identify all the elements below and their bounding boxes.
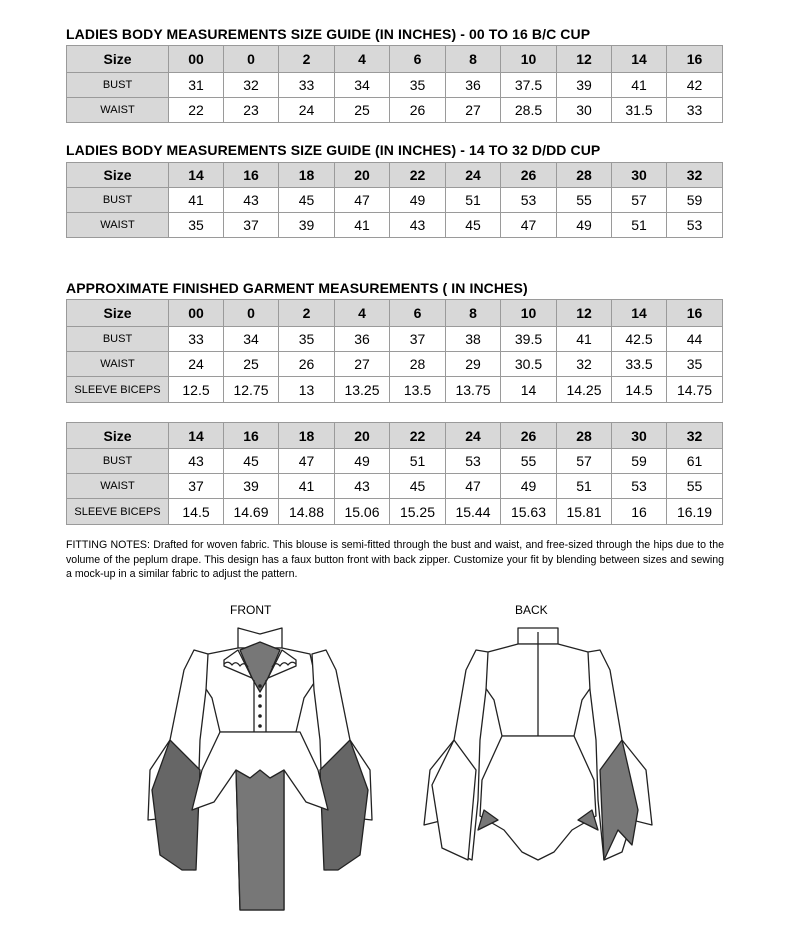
table-header-row <box>67 423 723 449</box>
table-cell: 49 <box>557 213 612 238</box>
header-cell: 12 <box>557 46 612 73</box>
table-cell: 61 <box>667 449 723 474</box>
header-cell: 30 <box>612 163 667 188</box>
table-cell: 43 <box>335 474 390 499</box>
table-cell: 41 <box>335 213 390 238</box>
table-cell: 45 <box>224 449 279 474</box>
table-cell: 53 <box>612 474 667 499</box>
header-cell: 4 <box>335 46 390 73</box>
row-label-cell: WAIST <box>67 213 169 238</box>
table-cell: 26 <box>390 98 446 123</box>
table-cell: 24 <box>169 352 224 377</box>
row-label-cell: SLEEVE BICEPS <box>67 499 169 525</box>
header-cell: 30 <box>612 423 667 449</box>
table-cell: 25 <box>335 98 390 123</box>
table-cell: 15.81 <box>557 499 612 525</box>
back-label: BACK <box>515 603 548 617</box>
table-cell: 39 <box>557 73 612 98</box>
header-cell: Size <box>67 300 169 327</box>
table-cell: 33 <box>667 98 723 123</box>
table-cell: 59 <box>612 449 667 474</box>
size-table <box>66 299 723 403</box>
table-cell: 53 <box>501 188 557 213</box>
header-cell: 16 <box>667 300 723 327</box>
table-cell: 33 <box>279 73 335 98</box>
table-cell: 41 <box>169 188 224 213</box>
row-label-cell: BUST <box>67 73 169 98</box>
table-cell: 36 <box>446 73 501 98</box>
front-sketch <box>140 620 380 920</box>
table-cell: 49 <box>390 188 446 213</box>
header-cell: 14 <box>612 46 667 73</box>
row-label-cell: WAIST <box>67 352 169 377</box>
table-cell: 27 <box>446 98 501 123</box>
table-cell: 37 <box>224 213 279 238</box>
table-cell: 14.5 <box>612 377 667 403</box>
table-cell: 14.25 <box>557 377 612 403</box>
table-row <box>67 474 723 499</box>
header-cell: 10 <box>501 46 557 73</box>
table-cell: 45 <box>446 213 501 238</box>
table-cell: 51 <box>612 213 667 238</box>
table-cell: 35 <box>390 73 446 98</box>
header-cell: 6 <box>390 300 446 327</box>
table-row <box>67 98 723 123</box>
table-cell: 15.25 <box>390 499 446 525</box>
header-cell: 2 <box>279 300 335 327</box>
table-cell: 41 <box>279 474 335 499</box>
table-cell: 13.5 <box>390 377 446 403</box>
header-cell: 32 <box>667 423 723 449</box>
header-cell: 00 <box>169 46 224 73</box>
header-cell: 0 <box>224 46 279 73</box>
table-cell: 59 <box>667 188 723 213</box>
header-cell: 2 <box>279 46 335 73</box>
header-cell: Size <box>67 423 169 449</box>
header-cell: 16 <box>667 46 723 73</box>
header-cell: 8 <box>446 46 501 73</box>
back-sketch <box>418 620 658 920</box>
table-row <box>67 73 723 98</box>
table-cell: 51 <box>390 449 446 474</box>
header-cell: 16 <box>224 423 279 449</box>
table-cell: 47 <box>335 188 390 213</box>
section-title-body-ddd: LADIES BODY MEASUREMENTS SIZE GUIDE (IN INCHES) - 14 TO 32 D/DD CUP <box>66 142 601 158</box>
table-cell: 35 <box>667 352 723 377</box>
header-cell: 00 <box>169 300 224 327</box>
table-cell: 22 <box>169 98 224 123</box>
table-row <box>67 377 723 403</box>
table-cell: 25 <box>224 352 279 377</box>
table-cell: 26 <box>279 352 335 377</box>
header-cell: 28 <box>557 163 612 188</box>
table-cell: 30.5 <box>501 352 557 377</box>
table-cell: 30 <box>557 98 612 123</box>
header-cell: 18 <box>279 423 335 449</box>
header-cell: Size <box>67 163 169 188</box>
table-cell: 28.5 <box>501 98 557 123</box>
table-row <box>67 352 723 377</box>
header-cell: 8 <box>446 300 501 327</box>
table-cell: 32 <box>224 73 279 98</box>
header-cell: 14 <box>169 423 224 449</box>
table-cell: 31.5 <box>612 98 667 123</box>
table-cell: 53 <box>446 449 501 474</box>
table-cell: 39.5 <box>501 327 557 352</box>
header-cell: 32 <box>667 163 723 188</box>
table-cell: 47 <box>501 213 557 238</box>
table-cell: 42 <box>667 73 723 98</box>
table-cell: 47 <box>279 449 335 474</box>
table-cell: 38 <box>446 327 501 352</box>
table-row <box>67 213 723 238</box>
table-cell: 13.75 <box>446 377 501 403</box>
table-cell: 29 <box>446 352 501 377</box>
row-label-cell: BUST <box>67 327 169 352</box>
table-cell: 34 <box>224 327 279 352</box>
table-cell: 27 <box>335 352 390 377</box>
table-row <box>67 188 723 213</box>
table-cell: 55 <box>557 188 612 213</box>
header-cell: 28 <box>557 423 612 449</box>
row-label-cell: WAIST <box>67 98 169 123</box>
table-cell: 41 <box>557 327 612 352</box>
header-cell: 6 <box>390 46 446 73</box>
header-cell: 10 <box>501 300 557 327</box>
section-title-garment: APPROXIMATE FINISHED GARMENT MEASUREMENTS ( IN INCHES) <box>66 280 528 296</box>
table-cell: 33.5 <box>612 352 667 377</box>
table-cell: 13 <box>279 377 335 403</box>
table-cell: 49 <box>335 449 390 474</box>
table-cell: 32 <box>557 352 612 377</box>
header-cell: 26 <box>501 163 557 188</box>
table-row <box>67 327 723 352</box>
row-label-cell: WAIST <box>67 474 169 499</box>
table-cell: 14.69 <box>224 499 279 525</box>
table-cell: 57 <box>612 188 667 213</box>
header-cell: 0 <box>224 300 279 327</box>
table-cell: 41 <box>612 73 667 98</box>
header-cell: 20 <box>335 423 390 449</box>
table-cell: 43 <box>390 213 446 238</box>
table-cell: 55 <box>667 474 723 499</box>
table-cell: 12.75 <box>224 377 279 403</box>
header-cell: 16 <box>224 163 279 188</box>
table-cell: 33 <box>169 327 224 352</box>
table-cell: 15.44 <box>446 499 501 525</box>
table-cell: 43 <box>224 188 279 213</box>
table-cell: 44 <box>667 327 723 352</box>
size-table <box>66 45 723 123</box>
table-cell: 35 <box>279 327 335 352</box>
row-label-cell: SLEEVE BICEPS <box>67 377 169 403</box>
table-cell: 39 <box>224 474 279 499</box>
header-cell: 22 <box>390 423 446 449</box>
table-cell: 13.25 <box>335 377 390 403</box>
table-cell: 16.19 <box>667 499 723 525</box>
front-label: FRONT <box>230 603 272 617</box>
table-header-row <box>67 163 723 188</box>
table-cell: 37 <box>169 474 224 499</box>
header-cell: 4 <box>335 300 390 327</box>
fitting-notes: FITTING NOTES: Drafted for woven fabric. This blouse is semi-fitted through the bust and waist, and free-sized through the hips due to the volume of the peplum drape. This design has a faux button front with back zipper. Customize your fit by blending between sizes and sewing a mock-up in a similar fabric to adjust the pattern. <box>66 539 724 580</box>
table-cell: 51 <box>557 474 612 499</box>
header-cell: 26 <box>501 423 557 449</box>
table-row <box>67 499 723 525</box>
header-cell: 24 <box>446 423 501 449</box>
row-label-cell: BUST <box>67 449 169 474</box>
table-cell: 14 <box>501 377 557 403</box>
table-row <box>67 449 723 474</box>
table-cell: 45 <box>279 188 335 213</box>
table-cell: 55 <box>501 449 557 474</box>
table-cell: 57 <box>557 449 612 474</box>
size-table <box>66 422 723 525</box>
table-cell: 39 <box>279 213 335 238</box>
table-cell: 28 <box>390 352 446 377</box>
table-cell: 14.88 <box>279 499 335 525</box>
table-cell: 53 <box>667 213 723 238</box>
table-cell: 49 <box>501 474 557 499</box>
header-cell: 20 <box>335 163 390 188</box>
table-cell: 47 <box>446 474 501 499</box>
table-cell: 43 <box>169 449 224 474</box>
table-cell: 42.5 <box>612 327 667 352</box>
table-cell: 45 <box>390 474 446 499</box>
table-cell: 34 <box>335 73 390 98</box>
table-header-row <box>67 300 723 327</box>
table-cell: 15.06 <box>335 499 390 525</box>
table-cell: 15.63 <box>501 499 557 525</box>
section-title-body-bc: LADIES BODY MEASUREMENTS SIZE GUIDE (IN INCHES) - 00 TO 16 B/C CUP <box>66 26 591 42</box>
header-cell: Size <box>67 46 169 73</box>
table-cell: 16 <box>612 499 667 525</box>
table-cell: 37 <box>390 327 446 352</box>
table-cell: 51 <box>446 188 501 213</box>
table-cell: 14.5 <box>169 499 224 525</box>
table-cell: 37.5 <box>501 73 557 98</box>
header-cell: 24 <box>446 163 501 188</box>
header-cell: 18 <box>279 163 335 188</box>
header-cell: 12 <box>557 300 612 327</box>
table-cell: 12.5 <box>169 377 224 403</box>
header-cell: 22 <box>390 163 446 188</box>
table-cell: 23 <box>224 98 279 123</box>
table-cell: 31 <box>169 73 224 98</box>
header-cell: 14 <box>612 300 667 327</box>
header-cell: 14 <box>169 163 224 188</box>
table-cell: 35 <box>169 213 224 238</box>
size-table <box>66 162 723 238</box>
row-label-cell: BUST <box>67 188 169 213</box>
table-cell: 24 <box>279 98 335 123</box>
table-header-row <box>67 46 723 73</box>
table-cell: 14.75 <box>667 377 723 403</box>
table-cell: 36 <box>335 327 390 352</box>
